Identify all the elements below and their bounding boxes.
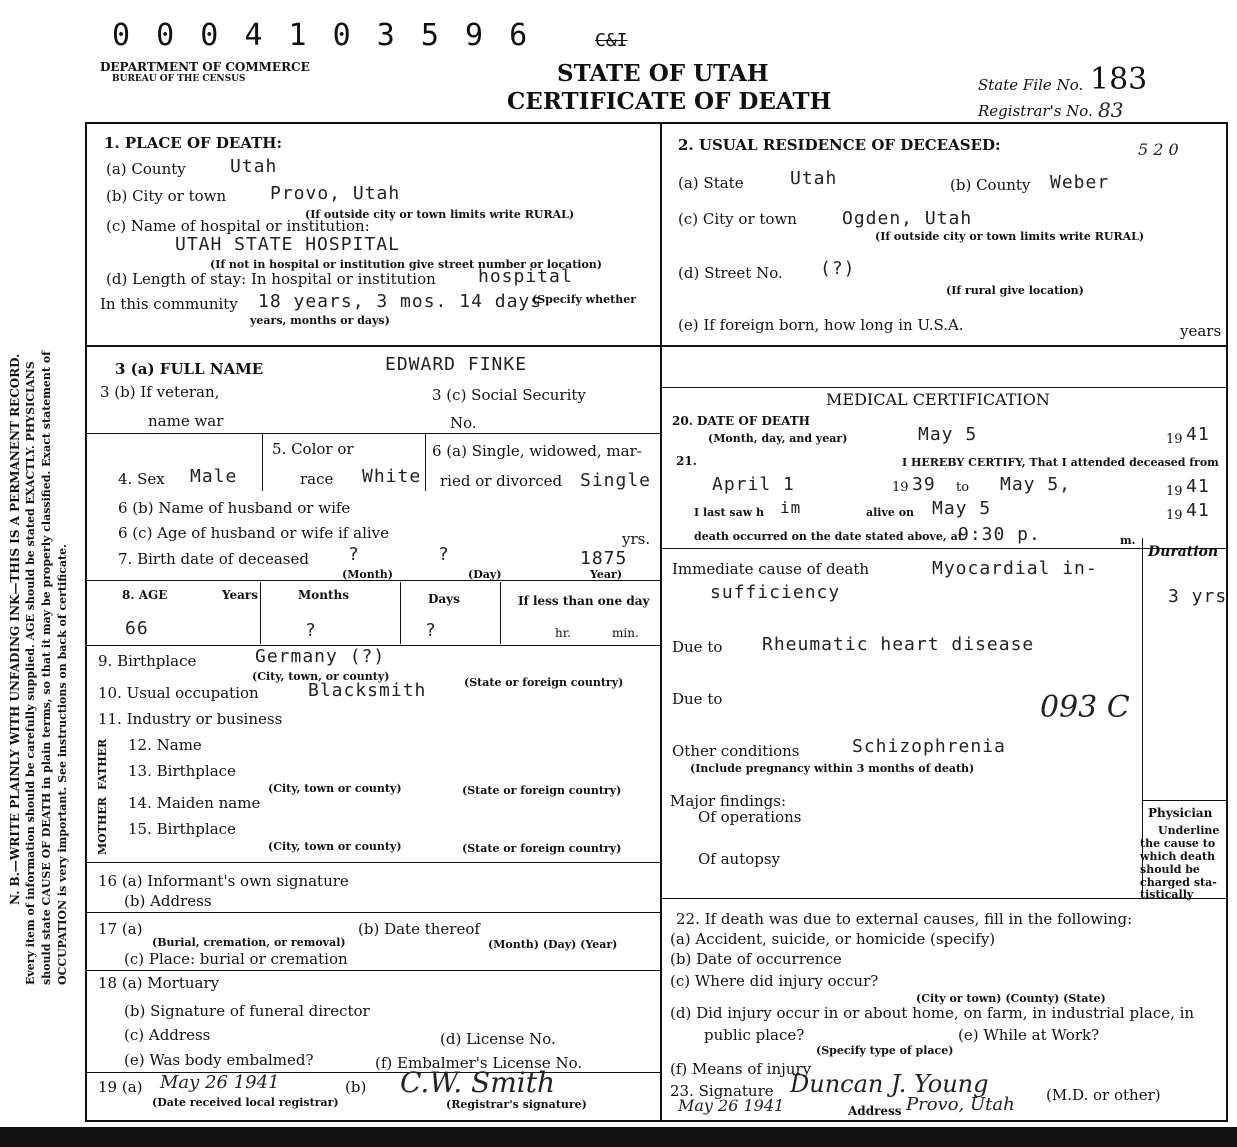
div-months bbox=[400, 582, 401, 644]
county-label: (a) County bbox=[106, 160, 186, 178]
f-state-country-note: (State or foreign country) bbox=[462, 784, 622, 797]
residence-heading: 2. USUAL RESIDENCE OF DECEASED: bbox=[678, 136, 1001, 154]
res-state-value: Utah bbox=[790, 168, 838, 189]
street-note: (If rural give location) bbox=[946, 284, 1084, 297]
divider-burial bbox=[85, 912, 660, 913]
less-col: If less than one day bbox=[518, 594, 650, 608]
duration-value: 3 yrs bbox=[1168, 586, 1228, 607]
frame-top bbox=[85, 122, 1228, 124]
title-state: STATE OF UTAH bbox=[557, 60, 769, 87]
alive-on-label: alive on bbox=[866, 506, 915, 519]
m-city-county-note: (City, town or county) bbox=[268, 840, 402, 853]
external-d-note: (Specify type of place) bbox=[816, 1044, 954, 1057]
md-label: (M.D. or other) bbox=[1046, 1086, 1161, 1104]
veteran-label: 3 (b) If veteran, bbox=[100, 383, 220, 401]
burial-note: (Burial, cremation, or removal) bbox=[152, 936, 346, 949]
mother-birthplace-label: 15. Birthplace bbox=[128, 820, 236, 838]
color-label: 5. Color or bbox=[272, 440, 354, 458]
alive-date: May 5 bbox=[932, 498, 992, 519]
city-county-note: (City, town, or county) bbox=[252, 670, 390, 683]
date-year: 41 bbox=[1186, 424, 1210, 445]
ss-label: 3 (c) Social Security bbox=[432, 386, 586, 404]
external-e: (e) While at Work? bbox=[958, 1026, 1100, 1044]
autopsy-label: Of autopsy bbox=[698, 850, 781, 868]
divider-mortuary bbox=[85, 970, 660, 971]
serial-number: 0 0 0 4 1 0 3 5 9 6 bbox=[112, 18, 532, 53]
divider-veteran bbox=[85, 433, 660, 434]
attended-from: April 1 bbox=[712, 474, 795, 495]
divider-informant bbox=[85, 862, 660, 863]
funeral-director-label: (b) Signature of funeral director bbox=[124, 1002, 370, 1020]
father-label: FATHER bbox=[96, 738, 109, 790]
place-heading: 1. PLACE OF DEATH: bbox=[104, 134, 283, 152]
attended-to: May 5, bbox=[1000, 474, 1072, 495]
state-file-value: 183 bbox=[1090, 62, 1148, 97]
birth-date-label: 7. Birth date of deceased bbox=[118, 550, 309, 568]
months-col: Months bbox=[298, 588, 350, 602]
medical-heading: MEDICAL CERTIFICATION bbox=[826, 390, 1050, 409]
immediate-value-2: sufficiency bbox=[710, 582, 841, 603]
age-days: ? bbox=[425, 620, 437, 641]
divider-medical bbox=[662, 387, 1227, 388]
alive-year: 41 bbox=[1186, 500, 1210, 521]
embalmed-label: (e) Was body embalmed? bbox=[124, 1051, 314, 1069]
time-value: 9:30 p. bbox=[958, 524, 1041, 545]
res-city-label: (c) City or town bbox=[678, 210, 797, 228]
community-value: 18 years, 3 mos. 14 days bbox=[258, 291, 543, 312]
sex-value: Male bbox=[190, 466, 238, 487]
hospital-note: (If not in hospital or institution give street number or location) bbox=[210, 258, 602, 271]
year-note: Year) bbox=[590, 568, 623, 581]
father-birthplace-label: 13. Birthplace bbox=[128, 762, 236, 780]
date-received-note: (Date received local registrar) bbox=[152, 1096, 339, 1109]
specify-note: (Specify whether bbox=[532, 293, 637, 306]
due1-value: Rheumatic heart disease bbox=[762, 634, 1035, 655]
to-label: to bbox=[956, 480, 970, 495]
external-f: (f) Means of injury bbox=[670, 1060, 812, 1078]
side-note-4: OCCUPATION is very important. See instructions on back of certificate. bbox=[56, 544, 69, 985]
marital-label-2: ried or divorced bbox=[440, 472, 563, 490]
div-race bbox=[425, 433, 426, 491]
other-note: (Include pregnancy within 3 months of death) bbox=[690, 762, 975, 775]
city-note: (If outside city or town limits write RURAL) bbox=[305, 208, 575, 221]
m-state-country-note: (State or foreign country) bbox=[462, 842, 622, 855]
frame-left bbox=[85, 122, 87, 1122]
cert-text: I HEREBY CERTIFY, That I attended deceased from bbox=[902, 456, 1219, 469]
birth-month: ? bbox=[348, 544, 360, 565]
from-year: 39 bbox=[912, 474, 936, 495]
day-note: (Day) bbox=[468, 568, 502, 581]
date-received-value: May 26 1941 bbox=[160, 1072, 280, 1093]
registrar-label: Registrar's No. bbox=[978, 102, 1093, 120]
date-death-note: (Month, day, and year) bbox=[708, 432, 848, 445]
age-years: 66 bbox=[125, 618, 149, 639]
mdy-note: (Month) (Day) (Year) bbox=[488, 938, 618, 951]
mother-maiden-label: 14. Maiden name bbox=[128, 794, 261, 812]
physician-signature-label: 23. Signature bbox=[670, 1082, 774, 1100]
physician-address: Provo, Utah bbox=[906, 1094, 1015, 1115]
date-thereof-label: (b) Date thereof bbox=[358, 920, 480, 938]
birth-day: ? bbox=[438, 544, 450, 565]
immediate-value: Myocardial in- bbox=[932, 558, 1098, 579]
years-label: years bbox=[1180, 322, 1222, 340]
divider-physician bbox=[1143, 800, 1227, 801]
ss-no: No. bbox=[450, 414, 477, 432]
scan-edge bbox=[0, 1127, 1237, 1147]
residence-code: 5 2 0 bbox=[1138, 140, 1179, 159]
frame-bottom bbox=[85, 1120, 1228, 1122]
res-city-value: Ogden, Utah bbox=[842, 208, 973, 229]
registrar-signature: C.W. Smith bbox=[400, 1066, 555, 1099]
full-name-value: EDWARD FINKE bbox=[385, 354, 528, 375]
license-label: (d) License No. bbox=[440, 1030, 556, 1048]
last-saw-him: im bbox=[780, 498, 802, 517]
informant-label: 16 (a) Informant's own signature bbox=[98, 872, 349, 890]
hospital-value: UTAH STATE HOSPITAL bbox=[175, 234, 400, 255]
from-19: 19 bbox=[892, 480, 909, 495]
external-d2: public place? bbox=[704, 1026, 805, 1044]
stay-hospital-value: hospital bbox=[478, 266, 573, 287]
physician-note-7: tistically bbox=[1140, 888, 1194, 901]
physician-note-4: which death bbox=[1140, 850, 1216, 863]
city-label: (b) City or town bbox=[106, 187, 227, 205]
other-label: Other conditions bbox=[672, 742, 800, 760]
res-county-value: Weber bbox=[1050, 172, 1110, 193]
county-value: Utah bbox=[230, 156, 278, 177]
immediate-label: Immediate cause of death bbox=[672, 560, 870, 578]
age-months: ? bbox=[305, 620, 317, 641]
street-value: (?) bbox=[820, 258, 856, 279]
alive-19: 19 bbox=[1166, 508, 1183, 523]
physician-note-1: Physician bbox=[1148, 806, 1213, 820]
sex-label: 4. Sex bbox=[118, 470, 165, 488]
registrar-sig-note: (Registrar's signature) bbox=[446, 1098, 587, 1111]
occupation-value: Blacksmith bbox=[308, 680, 427, 701]
external-heading: 22. If death was due to external causes, fill in the following: bbox=[676, 910, 1133, 928]
month-note: (Month) bbox=[342, 568, 393, 581]
date-received-label: 19 (a) bbox=[98, 1078, 143, 1096]
res-county-label: (b) County bbox=[950, 176, 1031, 194]
side-note-2: Every item of information should be carefully supplied. AGE should be stated EXACTLY. PHYSICIANS bbox=[24, 361, 37, 985]
age-label: 8. AGE bbox=[122, 588, 168, 602]
side-note-1: N. B.—WRITE PLAINLY WITH UNFADING INK—THIS IS A PERMANENT RECORD. bbox=[8, 353, 22, 905]
stay-label: (d) Length of stay: In hospital or institution bbox=[106, 270, 436, 288]
father-name-label: 12. Name bbox=[128, 736, 202, 754]
spouse-age-label: 6 (c) Age of husband or wife if alive bbox=[118, 524, 390, 542]
days-col: Days bbox=[428, 592, 460, 606]
spouse-label: 6 (b) Name of husband or wife bbox=[118, 499, 351, 517]
race-value: White bbox=[362, 466, 422, 487]
birthplace-value: Germany (?) bbox=[255, 646, 386, 667]
physician-signature: Duncan J. Young bbox=[790, 1070, 989, 1098]
other-value: Schizophrenia bbox=[852, 736, 1006, 757]
yrs-label: yrs. bbox=[622, 530, 651, 548]
signature-date: May 26 1941 bbox=[678, 1096, 785, 1115]
to-19: 19 bbox=[1166, 484, 1183, 499]
hr-label: hr. bbox=[555, 626, 571, 640]
div-sex bbox=[262, 433, 263, 491]
physician-note-5: should be bbox=[1140, 863, 1200, 876]
due2-label: Due to bbox=[672, 690, 723, 708]
state-country-note: (State or foreign country) bbox=[464, 676, 624, 689]
res-city-note: (If outside city or town limits write RURAL) bbox=[875, 230, 1145, 243]
physician-note-2: Underline bbox=[1158, 824, 1220, 837]
city-value: Provo, Utah bbox=[270, 183, 401, 204]
cause-code: 093 C bbox=[1040, 690, 1130, 725]
informant-address-label: (b) Address bbox=[124, 892, 212, 910]
date-19: 19 bbox=[1166, 432, 1183, 447]
div-years bbox=[260, 582, 261, 644]
operations-label: Of operations bbox=[698, 808, 802, 826]
community-label: In this community bbox=[100, 295, 238, 313]
birthplace-label: 9. Birthplace bbox=[98, 652, 197, 670]
res-state-label: (a) State bbox=[678, 174, 744, 192]
last-saw-label: I last saw h bbox=[694, 506, 765, 519]
street-label: (d) Street No. bbox=[678, 264, 783, 282]
registrar-value: 83 bbox=[1098, 98, 1124, 122]
race-label: race bbox=[300, 470, 334, 488]
mortuary-label: 18 (a) Mortuary bbox=[98, 974, 220, 992]
mother-label: MOTHER bbox=[96, 797, 109, 855]
external-d: (d) Did injury occur in or about home, on farm, in industrial place, in bbox=[670, 1004, 1195, 1022]
years-col: Years bbox=[222, 588, 259, 602]
registrar-sig-label: (b) bbox=[345, 1078, 367, 1096]
external-c: (c) Where did injury occur? bbox=[670, 972, 879, 990]
occurred-label: death occurred on the date stated above, at bbox=[694, 530, 963, 543]
divider-top-sections bbox=[85, 345, 1228, 347]
external-c-note: (City or town) (County) (State) bbox=[916, 992, 1106, 1005]
date-death-label: 20. DATE OF DEATH bbox=[672, 414, 810, 428]
bureau: BUREAU OF THE CENSUS bbox=[112, 74, 246, 84]
div-days bbox=[500, 582, 501, 644]
foreign-label: (e) If foreign born, how long in U.S.A. bbox=[678, 316, 964, 334]
physician-address-label: Address bbox=[848, 1104, 902, 1118]
major-findings-label: Major findings: bbox=[670, 792, 787, 810]
title-certificate: CERTIFICATE OF DEATH bbox=[507, 88, 832, 115]
cert-num: 21. bbox=[676, 454, 697, 468]
external-a: (a) Accident, suicide, or homicide (specify) bbox=[670, 930, 996, 948]
due1-label: Due to bbox=[672, 638, 723, 656]
frame-right bbox=[1226, 122, 1228, 1122]
date-death-value: May 5 bbox=[918, 424, 978, 445]
physician-note-6: charged sta- bbox=[1140, 876, 1217, 889]
embalmer-label: (f) Embalmer's License No. bbox=[375, 1054, 583, 1072]
frame-middle bbox=[660, 122, 662, 1120]
duration-header: Duration bbox=[1148, 544, 1219, 560]
burial-place-label: (c) Place: burial or cremation bbox=[124, 950, 348, 968]
birth-year: 1875 bbox=[580, 548, 628, 569]
industry-label: 11. Industry or business bbox=[98, 710, 283, 728]
physician-note-3: the cause to bbox=[1140, 837, 1216, 850]
marital-value: Single bbox=[580, 470, 652, 491]
full-name-label: 3 (a) FULL NAME bbox=[115, 360, 264, 378]
burial-label: 17 (a) bbox=[98, 920, 143, 938]
stamp: C&I bbox=[595, 30, 628, 51]
f-city-county-note: (City, town or county) bbox=[268, 782, 402, 795]
state-file-label: State File No. bbox=[978, 76, 1084, 94]
marital-label: 6 (a) Single, widowed, mar- bbox=[432, 442, 642, 460]
external-b: (b) Date of occurrence bbox=[670, 950, 842, 968]
specify-note-2: years, months or days) bbox=[250, 314, 390, 327]
war-label: name war bbox=[148, 412, 224, 430]
side-note-3: should state CAUSE OF DEATH in plain terms, so that it may be properly classified. Exact statement of bbox=[40, 351, 53, 985]
occupation-label: 10. Usual occupation bbox=[98, 684, 259, 702]
hospital-label: (c) Name of hospital or institution: bbox=[106, 217, 370, 235]
to-year: 41 bbox=[1186, 476, 1210, 497]
min-label: min. bbox=[612, 626, 639, 640]
m-label: m. bbox=[1120, 534, 1136, 547]
department: DEPARTMENT OF COMMERCE bbox=[100, 60, 310, 74]
funeral-address-label: (c) Address bbox=[124, 1026, 211, 1044]
